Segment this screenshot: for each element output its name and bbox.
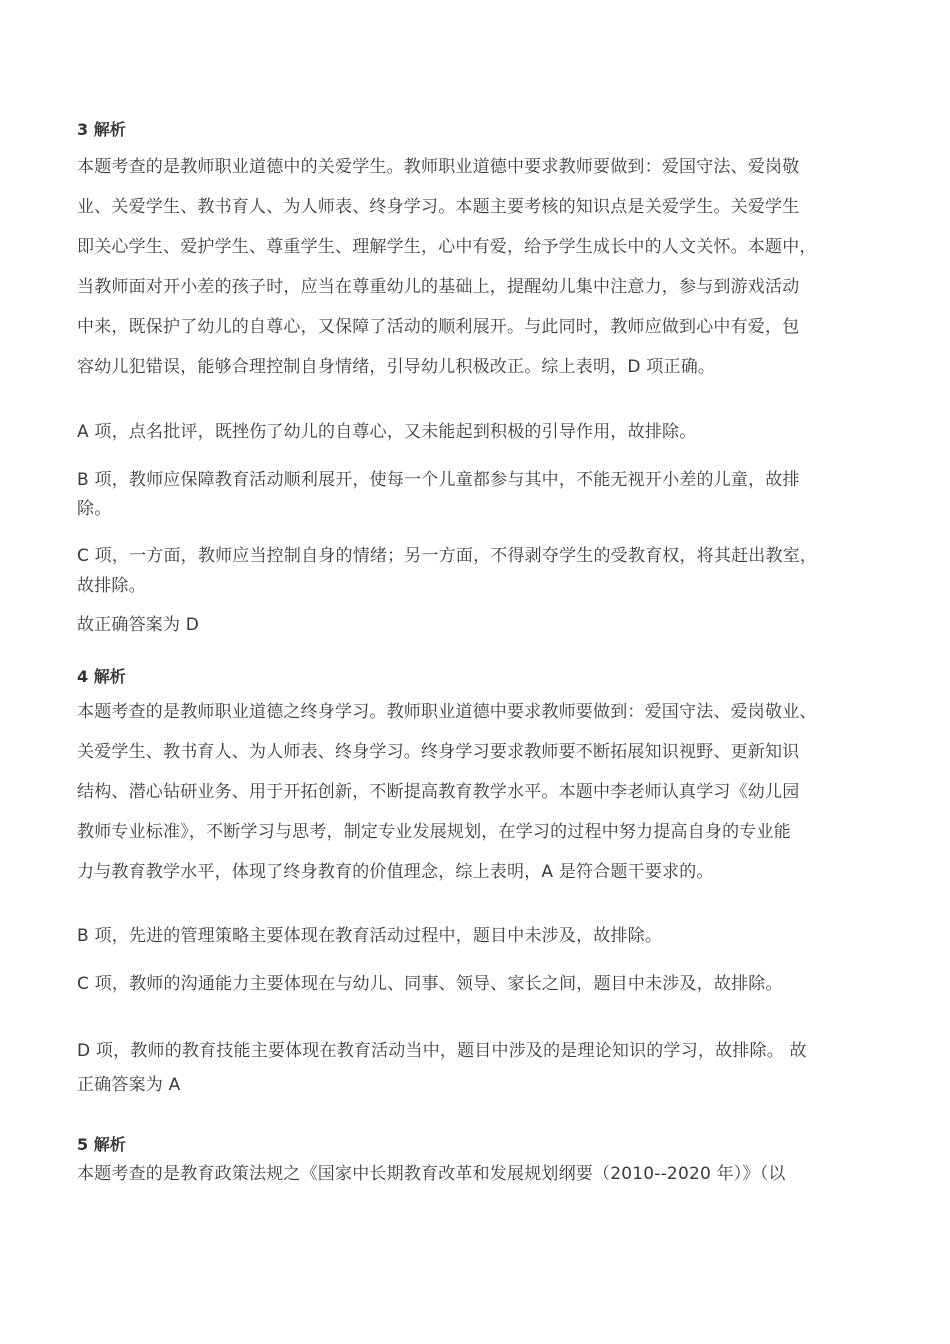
text-line: 容幼儿犯错误，能够合理控制自身情绪，引导幼儿积极改正。综上表明，D 项正确。 bbox=[77, 357, 716, 377]
text-line: 本题考查的是教育政策法规之《国家中长期教育改革和发展规划纲要（2010--2020 年）》（以 bbox=[77, 1164, 786, 1184]
text-line: 力与教育教学水平，体现了终身教育的价值理念，综上表明，A 是符合题干要求的。 bbox=[77, 862, 714, 882]
option-a-analysis bbox=[77, 418, 892, 446]
text-line: 教师专业标准》，不断学习与思考，制定专业发展规划，在学习的过程中努力提高自身的专业能 bbox=[77, 822, 791, 842]
correct-answer bbox=[77, 611, 892, 639]
text-line: 即关心学生、爱护学生、尊重学生、理解学生，心中有爱，给予学生成长中的人文关怀。本题中， bbox=[77, 237, 817, 257]
option-d-analysis bbox=[77, 1034, 892, 1102]
section-heading-3: 3 解析 bbox=[77, 120, 126, 139]
text-line: C 项，一方面，教师应当控制自身的情绪；另一方面，不得剥夺学生的受教育权，将其赶出教室， bbox=[77, 546, 818, 566]
text-line: B 项，先进的管理策略主要体现在教育活动过程中，题目中未涉及，故排除。 bbox=[77, 926, 663, 946]
option-b-analysis bbox=[77, 466, 892, 524]
text-line: 当教师面对开小差的孩子时，应当在尊重幼儿的基础上，提醒幼儿集中注意力，参与到游戏活动 bbox=[77, 277, 800, 297]
text-line: B 项，教师应保障教育活动顺利展开，使每一个儿童都参与其中，不能无视开小差的儿童，故排 bbox=[77, 470, 800, 490]
text-line: C 项，教师的沟通能力主要体现在与幼儿、同事、领导、家长之间，题目中未涉及，故排除。 bbox=[77, 974, 783, 994]
text-line: 故排除。 bbox=[77, 576, 146, 596]
text-line: 业、关爱学生、教书育人、为人师表、终身学习。本题主要考核的知识点是关爱学生。关爱学生 bbox=[77, 197, 800, 217]
option-c-analysis bbox=[77, 541, 892, 601]
section-4-explanation bbox=[77, 692, 892, 892]
option-b-analysis bbox=[77, 922, 892, 950]
text-line: 故正确答案为 D bbox=[77, 615, 200, 635]
text-line: 正确答案为 A bbox=[77, 1075, 181, 1095]
text-line: 关爱学生、教书育人、为人师表、终身学习。终身学习要求教师要不断拓展知识视野、更新知识 bbox=[77, 742, 800, 762]
text-line: 本题考查的是教师职业道德之终身学习。教师职业道德中要求教师要做到：爱国守法、爱岗敬业、 bbox=[77, 702, 817, 722]
section-3-explanation bbox=[77, 147, 892, 387]
text-line: 除。 bbox=[77, 499, 112, 519]
text-line: 中来，既保护了幼儿的自尊心，又保障了活动的顺利展开。与此同时，教师应做到心中有爱，包 bbox=[77, 317, 800, 337]
section-heading-5: 5 解析 bbox=[77, 1135, 126, 1154]
section-heading-4: 4 解析 bbox=[77, 667, 126, 686]
option-c-analysis bbox=[77, 970, 892, 998]
text-line: 结构、潜心钻研业务、用于开拓创新，不断提高教育教学水平。本题中李老师认真学习《幼儿园 bbox=[77, 782, 800, 802]
text-line: 本题考查的是教师职业道德中的关爱学生。教师职业道德中要求教师要做到：爱国守法、爱岗敬 bbox=[77, 157, 800, 177]
text-line: A 项，点名批评，既挫伤了幼儿的自尊心，又未能起到积极的引导作用，故排除。 bbox=[77, 422, 697, 442]
section-5-explanation bbox=[77, 1160, 892, 1188]
text-line: D 项，教师的教育技能主要体现在教育活动当中，题目中涉及的是理论知识的学习，故排除。 故 bbox=[77, 1041, 807, 1061]
